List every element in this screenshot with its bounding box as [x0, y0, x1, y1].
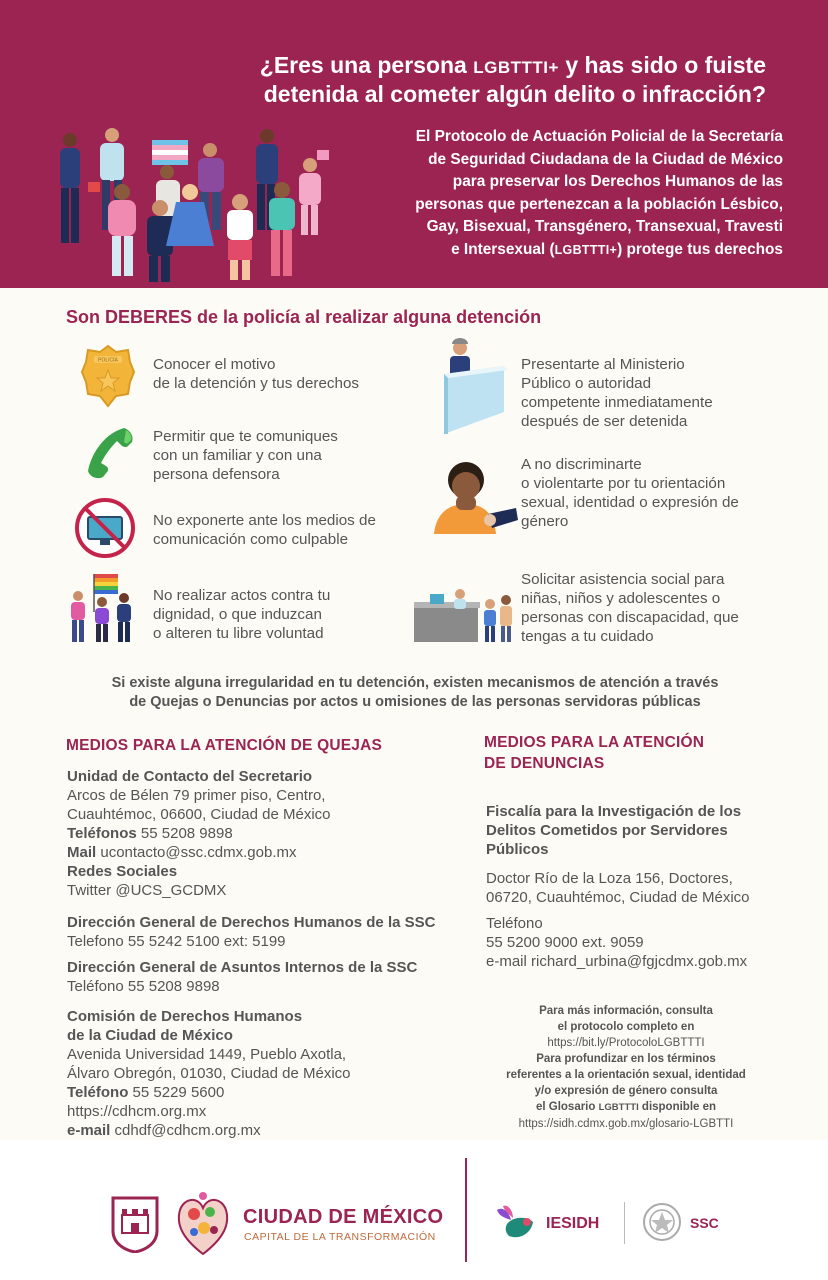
- duty-item-dignity: [153, 586, 330, 643]
- denuncias-title-line: DE DENUNCIAS: [484, 755, 605, 772]
- duty-text: persona defensora: [153, 466, 280, 483]
- unit-phone: 55 5208 9898: [136, 825, 233, 842]
- quejas-title: MEDIOS PARA LA ATENCIÓN DE QUEJAS: [66, 737, 383, 754]
- no-media-icon: [74, 497, 136, 559]
- duty-text: o violentarte por tu orientación: [521, 475, 726, 492]
- dgdh-phone: Telefono 55 5242 5100 ext: 5199: [67, 933, 286, 950]
- duty-text: personas con discapacidad, que: [521, 609, 739, 626]
- duty-item-no-discrimination: [521, 455, 739, 531]
- irregularity-note: [40, 674, 790, 712]
- dgdh-name: Dirección General de Derechos Humanos de la SSC: [67, 914, 436, 931]
- heart-emblem-icon: [174, 1188, 232, 1260]
- fiscalia-mail: e-mail richard_urbina@fgjcdmx.gob.mx: [486, 953, 748, 970]
- fiscalia-contact: [486, 914, 747, 971]
- fiscalia-phone: 55 5200 9000 ext. 9059: [486, 934, 644, 951]
- description-line: e Intersexual (: [451, 240, 555, 258]
- iesidh-name: IESIDH: [546, 1215, 600, 1232]
- distressed-person-icon: [430, 458, 520, 538]
- description-line: de Seguridad Ciudadana de la Ciudad de México: [428, 150, 783, 168]
- description-line: Gay, Bisexual, Transgénero, Transexual, Travesti: [426, 218, 783, 235]
- social-assistance-icon: [414, 584, 518, 644]
- duty-text: tengas a tu cuidado: [521, 628, 654, 645]
- irregularity-text: Si existe alguna irregularidad en tu detención, existen mecanismos de atención a través: [111, 675, 719, 691]
- duty-item-ministry: [521, 355, 713, 431]
- dgdh-block: [67, 913, 435, 951]
- more-info-block: [478, 1003, 774, 1132]
- fiscalia-name: Fiscalía para la Investigación de los: [486, 803, 742, 820]
- badge-text: POLICÍA: [98, 357, 118, 364]
- duty-text: dignidad, o que induzcan: [153, 606, 322, 623]
- duty-text: Público o autoridad: [521, 375, 652, 392]
- ssc-name: SSC: [690, 1215, 719, 1231]
- duty-text: No realizar actos contra tu: [153, 587, 331, 604]
- fiscalia-address-line: 06720, Cuauhtémoc, Ciudad de México: [486, 889, 750, 906]
- duty-text: Conocer el motivo: [153, 356, 276, 373]
- fiscalia-address: [486, 869, 750, 907]
- title-text: ¿Eres una persona: [259, 52, 474, 78]
- fiscalia-name: Delitos Cometidos por Servidores: [486, 822, 728, 839]
- ssc-seal-icon: [642, 1202, 682, 1242]
- cdh-phone-label: Teléfono: [67, 1084, 129, 1101]
- denuncias-title: [484, 732, 704, 774]
- duty-text: niñas, niños y adolescentes o: [521, 590, 721, 607]
- duty-text: Permitir que te comuniques: [153, 428, 338, 445]
- unit-address: Arcos de Bélen 79 primer piso, Centro,: [67, 787, 326, 804]
- phone-icon: [86, 424, 138, 480]
- unit-phone-label: Teléfonos: [67, 825, 137, 842]
- cdh-name: de la Ciudad de México: [67, 1027, 233, 1044]
- cdh-address: Avenida Universidad 1449, Pueblo Axotla,: [67, 1046, 347, 1063]
- unit-address: Cuauhtémoc, 06600, Ciudad de México: [67, 806, 331, 823]
- duty-text: después de ser detenida: [521, 413, 688, 430]
- fiscalia-address-line: Doctor Río de la Loza 156, Doctores,: [486, 870, 733, 887]
- cdmx-name: CIUDAD DE MÉXICO: [243, 1206, 444, 1228]
- cdh-name: Comisión de Derechos Humanos: [67, 1008, 303, 1025]
- more-info-text: referentes a la orientación sexual, identidad: [506, 1069, 746, 1081]
- iesidh-bird-icon: [493, 1202, 539, 1244]
- description-line: personas que pertenezcan a la población Lésbico,: [415, 195, 783, 213]
- duty-text: con un familiar y con una: [153, 447, 322, 464]
- title-text: detenida al cometer algún delito o infracción?: [263, 81, 766, 107]
- fiscalia-block: [486, 802, 741, 859]
- people-group-icon: [66, 572, 138, 646]
- description-acronym: LGBTTTI+: [554, 242, 618, 257]
- page-title: [146, 52, 766, 108]
- duty-text: A no discriminarte: [521, 456, 642, 473]
- duty-text: sexual, identidad o expresión de: [521, 494, 739, 511]
- description-line: El Protocolo de Actuación Policial de la Secretaría: [415, 128, 783, 145]
- dgai-phone: Teléfono 55 5208 9898: [67, 978, 220, 995]
- more-info-text: el protocolo completo en: [557, 1021, 695, 1033]
- dgai-block: [67, 958, 417, 996]
- duty-item-communicate: [153, 427, 338, 484]
- footer-divider-small: [624, 1202, 625, 1244]
- duty-text: Solicitar asistencia social para: [521, 571, 725, 588]
- dgai-name: Dirección General de Asuntos Internos de la SSC: [67, 959, 418, 976]
- cdh-mail-label: e-mail: [67, 1122, 111, 1139]
- duty-text: de la detención y tus derechos: [153, 375, 360, 392]
- footer-divider: [465, 1158, 467, 1262]
- cdh-phone: 55 5229 5600: [128, 1084, 225, 1101]
- header-description: [313, 126, 783, 261]
- more-info-text: Para profundizar en los términos: [536, 1053, 716, 1065]
- irregularity-text: de Quejas o Denuncias por actos u omisiones de las personas servidoras públicas: [129, 694, 701, 710]
- more-info-text: y/o expresión de género consulta: [534, 1085, 718, 1097]
- duty-text: competente inmediatamente: [521, 394, 713, 411]
- diverse-people-illustration: [52, 120, 342, 285]
- unit-twitter: Twitter @UCS_GCDMX: [67, 882, 227, 899]
- duty-text: género: [521, 513, 569, 530]
- ministry-desk-icon: [438, 338, 510, 436]
- cdmx-shield-icon: [110, 1195, 160, 1253]
- title-acronym: LGBTTTI+: [473, 58, 559, 77]
- duty-text: comunicación como culpable: [153, 531, 349, 548]
- duty-text: o alteren tu libre voluntad: [153, 625, 324, 642]
- duties-title: Son DEBERES de la policía al realizar alguna detención: [66, 307, 542, 327]
- description-line: ) protege tus derechos: [617, 240, 783, 258]
- more-info-text: Para más información, consulta: [539, 1005, 713, 1017]
- title-text: y has sido o fuiste: [558, 52, 766, 78]
- glossary-link[interactable]: https://sidh.cdmx.gob.mx/glosario-LGBTTI: [518, 1118, 734, 1130]
- cdh-web: https://cdhcm.org.mx: [67, 1103, 207, 1120]
- description-line: para preservar los Derechos Humanos de las: [452, 173, 783, 190]
- more-info-acronym: LGBTTTI: [598, 1102, 639, 1113]
- duty-item-reason: [153, 355, 359, 393]
- fiscalia-name: Públicos: [486, 841, 549, 858]
- more-info-text: disponible en: [638, 1101, 717, 1113]
- protocol-link[interactable]: https://bit.ly/ProtocoloLGBTTTI: [547, 1037, 705, 1049]
- fiscalia-phone-label: Teléfono: [486, 915, 543, 932]
- more-info-text: el Glosario: [535, 1101, 599, 1113]
- unit-social-label: Redes Sociales: [67, 863, 178, 880]
- unit-mail: ucontacto@ssc.cdmx.gob.mx: [96, 844, 297, 861]
- cdh-address: Álvaro Obregón, 01030, Ciudad de México: [67, 1065, 351, 1082]
- cdh-block: [67, 1007, 351, 1140]
- header-banner: [0, 0, 828, 288]
- unit-name: Unidad de Contacto del Secretario: [67, 768, 313, 785]
- duty-item-social-assistance: [521, 570, 739, 646]
- police-badge-icon: [80, 344, 136, 410]
- denuncias-title-line: MEDIOS PARA LA ATENCIÓN: [484, 734, 705, 751]
- duty-item-media: [153, 511, 376, 549]
- footer-logos: [0, 1140, 828, 1280]
- duty-text: No exponerte ante los medios de: [153, 512, 376, 529]
- unit-mail-label: Mail: [67, 844, 97, 861]
- cdh-mail: cdhdf@cdhcm.org.mx: [110, 1122, 261, 1139]
- cdmx-slogan: CAPITAL DE LA TRANSFORMACIÓN: [244, 1231, 436, 1243]
- duty-text: Presentarte al Ministerio: [521, 356, 685, 373]
- unidad-contacto-block: [67, 767, 331, 900]
